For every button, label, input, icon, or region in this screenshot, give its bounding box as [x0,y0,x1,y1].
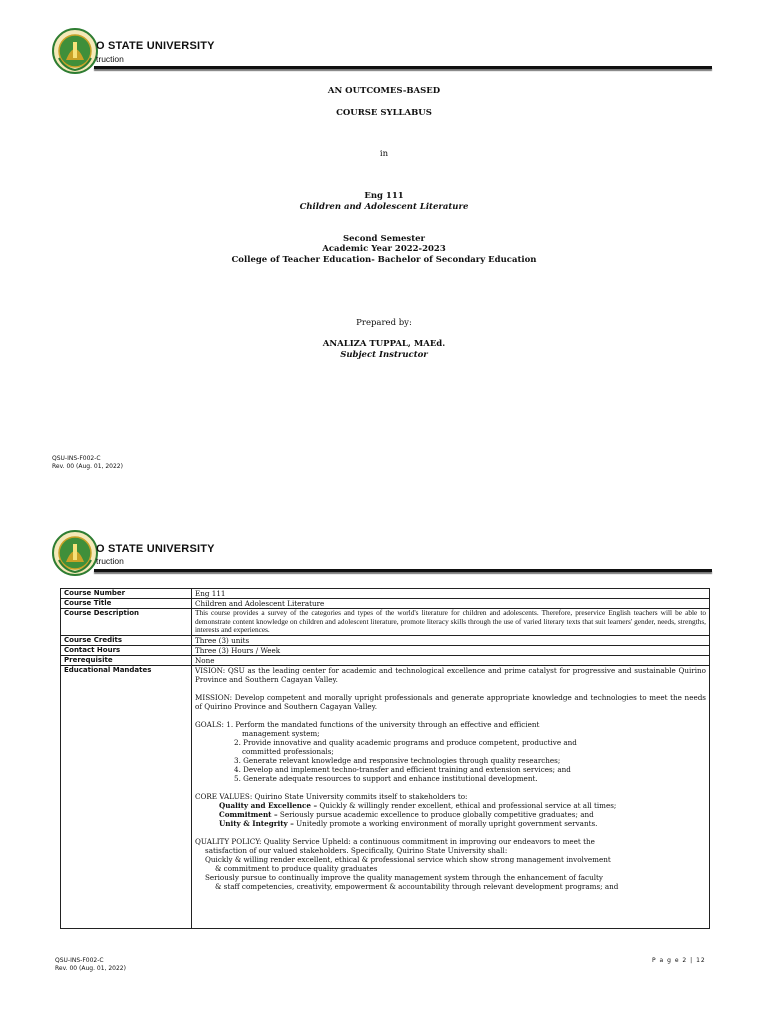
course-credits-value: Three (3) units [192,635,710,645]
contact-hours-label: Contact Hours [61,645,192,655]
instructor-name: ANALIZA TUPPAL, MAEd. [322,339,446,349]
core-value-name: Commitment – [219,809,278,819]
semester: Second Semester [342,234,426,244]
academic-year: Academic Year 2022-2023 [322,244,446,254]
prepared-by-label: Prepared by: [356,318,412,328]
vision-text: VISION: QSU as the leading center for academic and technological excellence and prime catalyst for progressive and sustainable Quirino Province and Southern Cagayan Valley. [195,665,706,684]
prerequisite-value: None [192,655,710,665]
goal-item: management system; [242,728,320,738]
university-subtitle: truction [96,54,124,64]
footer-rev: Rev. 00 (Aug. 01, 2022) [52,463,123,470]
prerequisite-label: Prerequisite [61,655,192,665]
goal-item: 2. Provide innovative and quality academic programs and produce competent, productive and [234,737,577,747]
table-row [61,655,710,665]
goal-item: 4. Develop and implement techno-transfer and efficient training and extension services; and [234,764,571,774]
course-title-label: Course Title [61,599,192,609]
course-number-label: Course Number [61,589,192,599]
course-title-value: Children and Adolescent Literature [192,599,710,609]
goal-item: 1. Perform the mandated functions of the university through an effective and efficient [226,719,540,729]
table-row [61,589,710,599]
course-description-label: Course Description [61,609,192,636]
college: College of Teacher Education- Bachelor of Secondary Education [231,255,537,265]
footer-code: QSU-INS-F002-C [55,957,104,964]
goal-item: 3. Generate relevant knowledge and responsive technologies through quality researches; [234,755,561,765]
quality-policy-item: Seriously pursue to continually improve the quality management system through the enhancement of faculty [205,872,603,882]
quality-policy-intro-2: satisfaction of our valued stakeholders. Specifically, Quirino State University shall: [205,845,508,855]
footer-code: QSU-INS-F002-C [52,455,101,462]
goal-item: committed professionals; [242,746,334,756]
header-rule [94,569,712,572]
course-info-table [60,588,710,929]
header-rule [94,66,712,69]
university-seal-logo [52,28,98,74]
course-credits-label: Course Credits [61,635,192,645]
mission-text: MISSION: Develop competent and morally upright professionals and generate appropriate knowledge and technologies to meet the needs of Quirino Province and Southern Cagayan Valley. [195,692,706,711]
title-line-1: AN OUTCOMES-BASED [327,86,441,96]
educational-mandates-value [192,665,710,928]
quality-policy-intro: QUALITY POLICY: Quality Service Upheld: a continuous commitment in improving our endeavors to meet the [195,836,595,846]
course-name: Children and Adolescent Literature [299,202,469,212]
course-code: Eng 111 [364,191,404,201]
educational-mandates-label: Educational Mandates [61,665,192,928]
instructor-role: Subject Instructor [340,350,428,360]
page-number: P a g e 2 | 12 [652,957,706,964]
title-line-2: COURSE SYLLABUS [336,108,432,118]
university-name: O STATE UNIVERSITY [96,543,215,555]
core-value-item [195,819,706,828]
goals-label: GOALS: [195,719,224,729]
in-word: in [379,149,389,159]
quality-policy-item: & commitment to produce quality graduates [215,863,378,873]
core-value-name: Quality and Excellence – [219,800,318,810]
table-row [61,635,710,645]
core-value-item [195,810,706,819]
table-row [61,665,710,928]
course-description-value: This course provides a survey of the categories and types of the world's literature for children and adolescents. Therefore, preservice English teachers will be able to demonstrate content knowledge on children and adolescent literature, promote literacy skills through the use of varied literary texts that suit learners' gender, needs, strengths, interests and experiences. [192,609,710,636]
page2-footer [55,957,126,973]
contact-hours-value: Three (3) Hours / Week [192,645,710,655]
table-row [61,645,710,655]
university-subtitle: truction [96,556,124,566]
goal-item: 5. Generate adequate resources to support and enhance institutional development. [234,773,538,783]
core-values-intro: CORE VALUES: Quirino State University commits itself to stakeholders to: [195,791,468,801]
core-value-text: Seriously pursue academic excellence to produce globally competitive graduates; and [277,809,594,819]
core-value-text: Unitedly promote a working environment of morally upright government servants. [293,818,598,828]
quality-policy-item: Quickly & willing render excellent, ethical & professional service which show strong management involvement [205,854,611,864]
university-seal-logo [52,530,98,576]
quality-policy-item: & staff competencies, creativity, empowerment & accountability through relevant development programs; and [215,881,619,891]
course-number-value: Eng 111 [192,589,710,599]
core-value-name: Unity & Integrity – [219,818,294,828]
table-row [61,609,710,636]
university-name: O STATE UNIVERSITY [96,40,215,52]
core-value-text: Quickly & willingly render excellent, ethical and professional service at all times; [317,800,617,810]
goals-list [195,720,706,783]
core-value-item [195,801,706,810]
page1-footer [52,455,123,471]
footer-rev: Rev. 00 (Aug. 01, 2022) [55,965,126,972]
table-row [61,599,710,609]
